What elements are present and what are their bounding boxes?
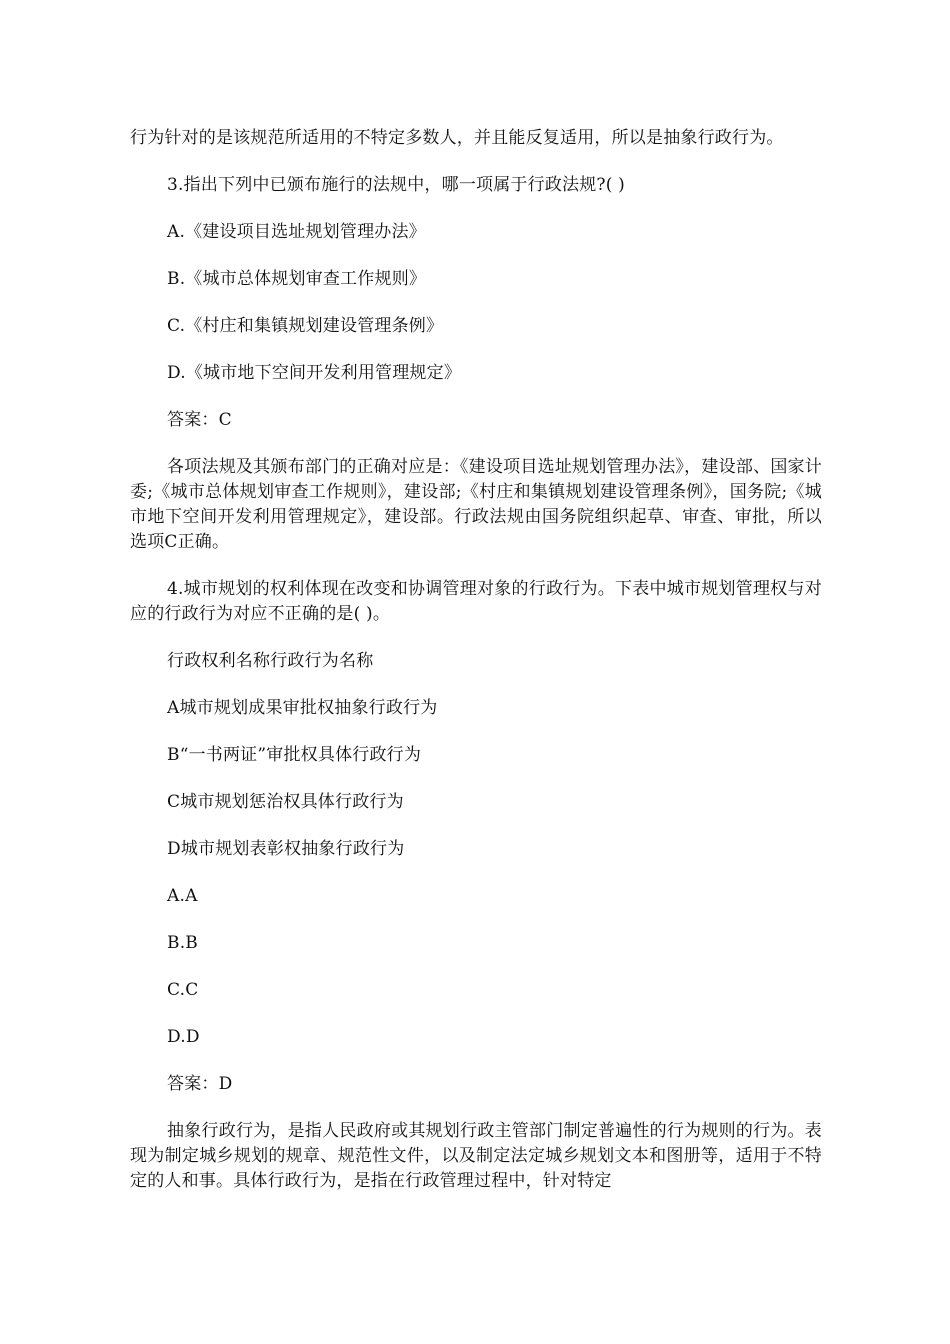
question-4-answer: 答案：D	[167, 1074, 233, 1094]
question-3-option-a: A.《建设项目选址规划管理办法》	[167, 222, 426, 242]
question-4-table-row-c: C城市规划惩治权具体行政行为	[167, 792, 404, 812]
question-3-option-d: D.《城市地下空间开发利用管理规定》	[167, 363, 462, 383]
question-3-stem: 3.指出下列中已颁布施行的法规中，哪一项属于行政法规?( )	[167, 175, 626, 195]
question-4-option-b: B.B	[167, 933, 198, 953]
document-page	[130, 126, 822, 1194]
question-3-explanation: 各项法规及其颁布部门的正确对应是：《建设项目选址规划管理办法》，建设部、国家计委;《城市总体规划审查工作规则》，建设部;《村庄和集镇规划建设管理条例》，国务院;《城市地下空间开发利用管理规定》，建设部。行政法规由国务院组织起草、审查、审批，所以选项C正确。	[130, 457, 822, 552]
question-4-option-c: C.C	[167, 980, 199, 1000]
question-4-explanation: 抽象行政行为，是指人民政府或其规划行政主管部门制定普遍性的行为规则的行为。表现为制定城乡规划的规章、规范性文件，以及制定法定城乡规划文本和图册等，适用于不特定的人和事。具体行政行为，是指在行政管理过程中，针对特定	[130, 1121, 822, 1191]
question-3-answer: 答案：C	[167, 410, 232, 430]
question-4-table-row-a: A城市规划成果审批权抽象行政行为	[167, 698, 438, 718]
question-4-table-row-d: D城市规划表彰权抽象行政行为	[167, 839, 405, 859]
question-4-table-row-b: B“一书两证”审批权具体行政行为	[167, 745, 422, 765]
question-3-option-c: C.《村庄和集镇规划建设管理条例》	[167, 316, 444, 336]
question-4-table-header: 行政权利名称行政行为名称	[167, 651, 374, 671]
continuation-paragraph: 行为针对的是该规范所适用的不特定多数人，并且能反复适用，所以是抽象行政行为。	[130, 128, 784, 148]
question-4-option-a: A.A	[167, 886, 198, 906]
question-4-option-d: D.D	[167, 1027, 200, 1047]
question-3-option-b: B.《城市总体规划审查工作规则》	[167, 269, 427, 289]
question-4-stem: 4.城市规划的权利体现在改变和协调管理对象的行政行为。下表中城市规划管理权与对应的行政行为对应不正确的是( )。	[130, 579, 822, 624]
